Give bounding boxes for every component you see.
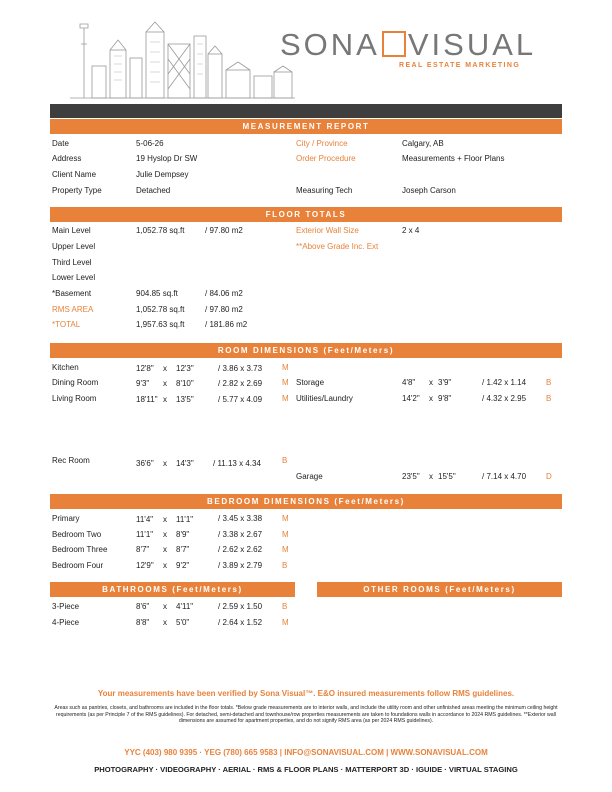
room-length: 13'5"	[176, 395, 194, 404]
bedroom-name: Bedroom Three	[52, 545, 108, 554]
upper-level-label: Upper Level	[52, 242, 96, 251]
address-value: 19 Hyslop Dr SW	[136, 154, 198, 163]
room-metric: / 2.82 x 2.69	[218, 379, 263, 388]
procedure-value: Measurements + Floor Plans	[402, 154, 505, 163]
bathroom-metric: / 2.64 x 1.52	[218, 618, 263, 627]
main-level-m2: / 97.80 m2	[205, 226, 243, 235]
room-level: B	[546, 378, 552, 387]
logo-square-mark	[382, 31, 406, 57]
bedroom-level: B	[282, 561, 288, 570]
section-measurement-report: MEASUREMENT REPORT	[50, 119, 562, 134]
room-width: 9'3"	[136, 379, 150, 388]
basement-sqft: 904.85 sq.ft	[136, 289, 178, 298]
room-metric: / 11.13 x 4.34	[213, 459, 261, 468]
bathroom-by: x	[163, 602, 167, 611]
total-sqft: 1,957.63 sq.ft	[136, 320, 185, 329]
room-name: Garage	[296, 472, 323, 481]
room-width: 23'5"	[402, 472, 420, 481]
rms-area-label: RMS AREA	[52, 305, 94, 314]
bedroom-level: M	[282, 514, 289, 523]
rms-area-m2: / 97.80 m2	[205, 305, 243, 314]
room-length: 15'5"	[438, 472, 456, 481]
tagline: REAL ESTATE MARKETING	[399, 62, 521, 69]
room-name: Dining Room	[52, 378, 99, 387]
section-bedroom-dimensions: BEDROOM DIMENSIONS (Feet/Meters)	[50, 494, 562, 509]
room-level: B	[282, 456, 288, 465]
room-by: x	[163, 364, 167, 373]
room-by: x	[163, 395, 167, 404]
room-level: B	[546, 394, 552, 403]
room-length: 14'3"	[176, 459, 194, 468]
exterior-wall-value: 2 x 4	[402, 226, 420, 235]
total-m2: / 181.86 m2	[205, 320, 248, 329]
bedroom-length: 9'2"	[176, 561, 190, 570]
bedroom-width: 11'1"	[136, 530, 154, 539]
room-by: x	[429, 472, 433, 481]
bathroom-width: 8'6"	[136, 602, 150, 611]
bathroom-level: M	[282, 618, 289, 627]
bedroom-length: 8'9"	[176, 530, 190, 539]
section-floor-totals: FLOOR TOTALS	[50, 207, 562, 222]
bedroom-by: x	[163, 530, 167, 539]
bedroom-level: M	[282, 545, 289, 554]
header-divider-bar	[50, 104, 562, 118]
room-level: M	[282, 378, 289, 387]
room-by: x	[429, 378, 433, 387]
bedroom-length: 8'7"	[176, 545, 190, 554]
bathroom-by: x	[163, 618, 167, 627]
lower-level-label: Lower Level	[52, 273, 96, 282]
tech-value: Joseph Carson	[402, 186, 456, 195]
bathroom-level: B	[282, 602, 288, 611]
bedroom-length: 11'1"	[176, 515, 194, 524]
main-level-sqft: 1,052.78 sq.ft	[136, 226, 185, 235]
client-label: Client Name	[52, 170, 97, 179]
client-value: Julie Dempsey	[136, 170, 189, 179]
basement-m2: / 84.06 m2	[205, 289, 243, 298]
main-level-label: Main Level	[52, 226, 91, 235]
room-by: x	[429, 394, 433, 403]
bedroom-width: 8'7"	[136, 545, 150, 554]
room-level: D	[546, 472, 552, 481]
room-metric: / 5.77 x 4.09	[218, 395, 263, 404]
third-level-label: Third Level	[52, 258, 92, 267]
bedroom-by: x	[163, 515, 167, 524]
address-label: Address	[52, 154, 82, 163]
services-line: PHOTOGRAPHY · VIDEOGRAPHY · AERIAL · RMS & FLOOR PLANS · MATTERPORT 3D · IGUIDE · VIRTUAL STAGING	[94, 765, 518, 774]
date-value: 5-06-26	[136, 139, 164, 148]
room-length: 3'9"	[438, 378, 452, 387]
verification-statement: Your measurements have been verified by Sona Visual™. E&O insured measurements follow RMS guidelines.	[97, 689, 515, 698]
room-length: 12'3"	[176, 364, 194, 373]
room-length: 8'10"	[176, 379, 194, 388]
city-label: City / Province	[296, 139, 348, 148]
bathroom-name: 3-Piece	[52, 602, 80, 611]
room-width: 4'8"	[402, 378, 416, 387]
bedroom-metric: / 3.45 x 3.38	[218, 514, 263, 523]
room-length: 9'8"	[438, 394, 452, 403]
bathroom-name: 4-Piece	[52, 618, 80, 627]
above-grade-note: **Above Grade Inc. Ext	[296, 242, 379, 251]
room-width: 12'8"	[136, 364, 154, 373]
room-metric: / 4.32 x 2.95	[482, 394, 527, 403]
room-level: M	[282, 394, 289, 403]
city-value: Calgary, AB	[402, 139, 444, 148]
bedroom-width: 11'4"	[136, 515, 154, 524]
bedroom-by: x	[163, 561, 167, 570]
room-metric: / 1.42 x 1.14	[482, 378, 527, 387]
fine-print: Areas such as pantries, closets, and bathrooms are included in the floor totals. *Below grade measurements are to interior walls, and include the utility room and other unfinished areas meeting the minimum ceiling height requirements (as per Principle 7 of the RMS guidelines). For detached, semi-detached and townhouse/row properties measurements are taken to foundations walls in accordance to 2024 RMS guidelines. **Exterior wall dimensions are assumed for apartment properties, and do not signify RMS area (as per 2024 RMS guidelines).	[54, 705, 558, 725]
bedroom-name: Bedroom Two	[52, 530, 102, 539]
room-width: 36'6"	[136, 459, 154, 468]
exterior-wall-label: Exterior Wall Size	[296, 226, 359, 235]
room-name: Rec Room	[52, 456, 90, 465]
bedroom-name: Primary	[52, 514, 80, 523]
bedroom-metric: / 3.38 x 2.67	[218, 530, 263, 539]
section-bathrooms: BATHROOMS (Feet/Meters)	[50, 582, 295, 597]
city-skyline-illustration	[70, 14, 295, 100]
bedroom-level: M	[282, 530, 289, 539]
room-width: 18'11"	[136, 395, 158, 404]
room-metric: / 7.14 x 4.70	[482, 472, 527, 481]
date-label: Date	[52, 139, 69, 148]
basement-label: *Basement	[52, 289, 92, 298]
room-level: M	[282, 363, 289, 372]
bathroom-width: 8'8"	[136, 618, 150, 627]
room-name: Storage	[296, 378, 325, 387]
contact-line: YYC (403) 980 9395 · YEG (780) 665 9583 | INFO@SONAVISUAL.COM | WWW.SONAVISUAL.COM	[124, 748, 488, 757]
property-type-value: Detached	[136, 186, 171, 195]
room-name: Kitchen	[52, 363, 79, 372]
room-width: 14'2"	[402, 394, 420, 403]
bedroom-width: 12'9"	[136, 561, 154, 570]
bathroom-length: 4'11"	[176, 602, 194, 611]
room-by: x	[163, 379, 167, 388]
bathroom-metric: / 2.59 x 1.50	[218, 602, 263, 611]
section-other-rooms: OTHER ROOMS (Feet/Meters)	[317, 582, 562, 597]
tech-label: Measuring Tech	[296, 186, 353, 195]
bedroom-by: x	[163, 545, 167, 554]
bathroom-length: 5'0"	[176, 618, 190, 627]
bedroom-metric: / 2.62 x 2.62	[218, 545, 263, 554]
company-logo: SONA VISUAL	[280, 27, 537, 62]
room-name: Utilities/Laundry	[296, 394, 353, 403]
bedroom-name: Bedroom Four	[52, 561, 104, 570]
bedroom-metric: / 3.89 x 2.79	[218, 561, 263, 570]
total-label: *TOTAL	[52, 320, 81, 329]
room-metric: / 3.86 x 3.73	[218, 364, 263, 373]
room-name: Living Room	[52, 394, 97, 403]
room-by: x	[163, 459, 167, 468]
property-type-label: Property Type	[52, 186, 102, 195]
rms-area-sqft: 1,052.78 sq.ft	[136, 305, 185, 314]
section-room-dimensions: ROOM DIMENSIONS (Feet/Meters)	[50, 343, 562, 358]
procedure-label: Order Procedure	[296, 154, 356, 163]
